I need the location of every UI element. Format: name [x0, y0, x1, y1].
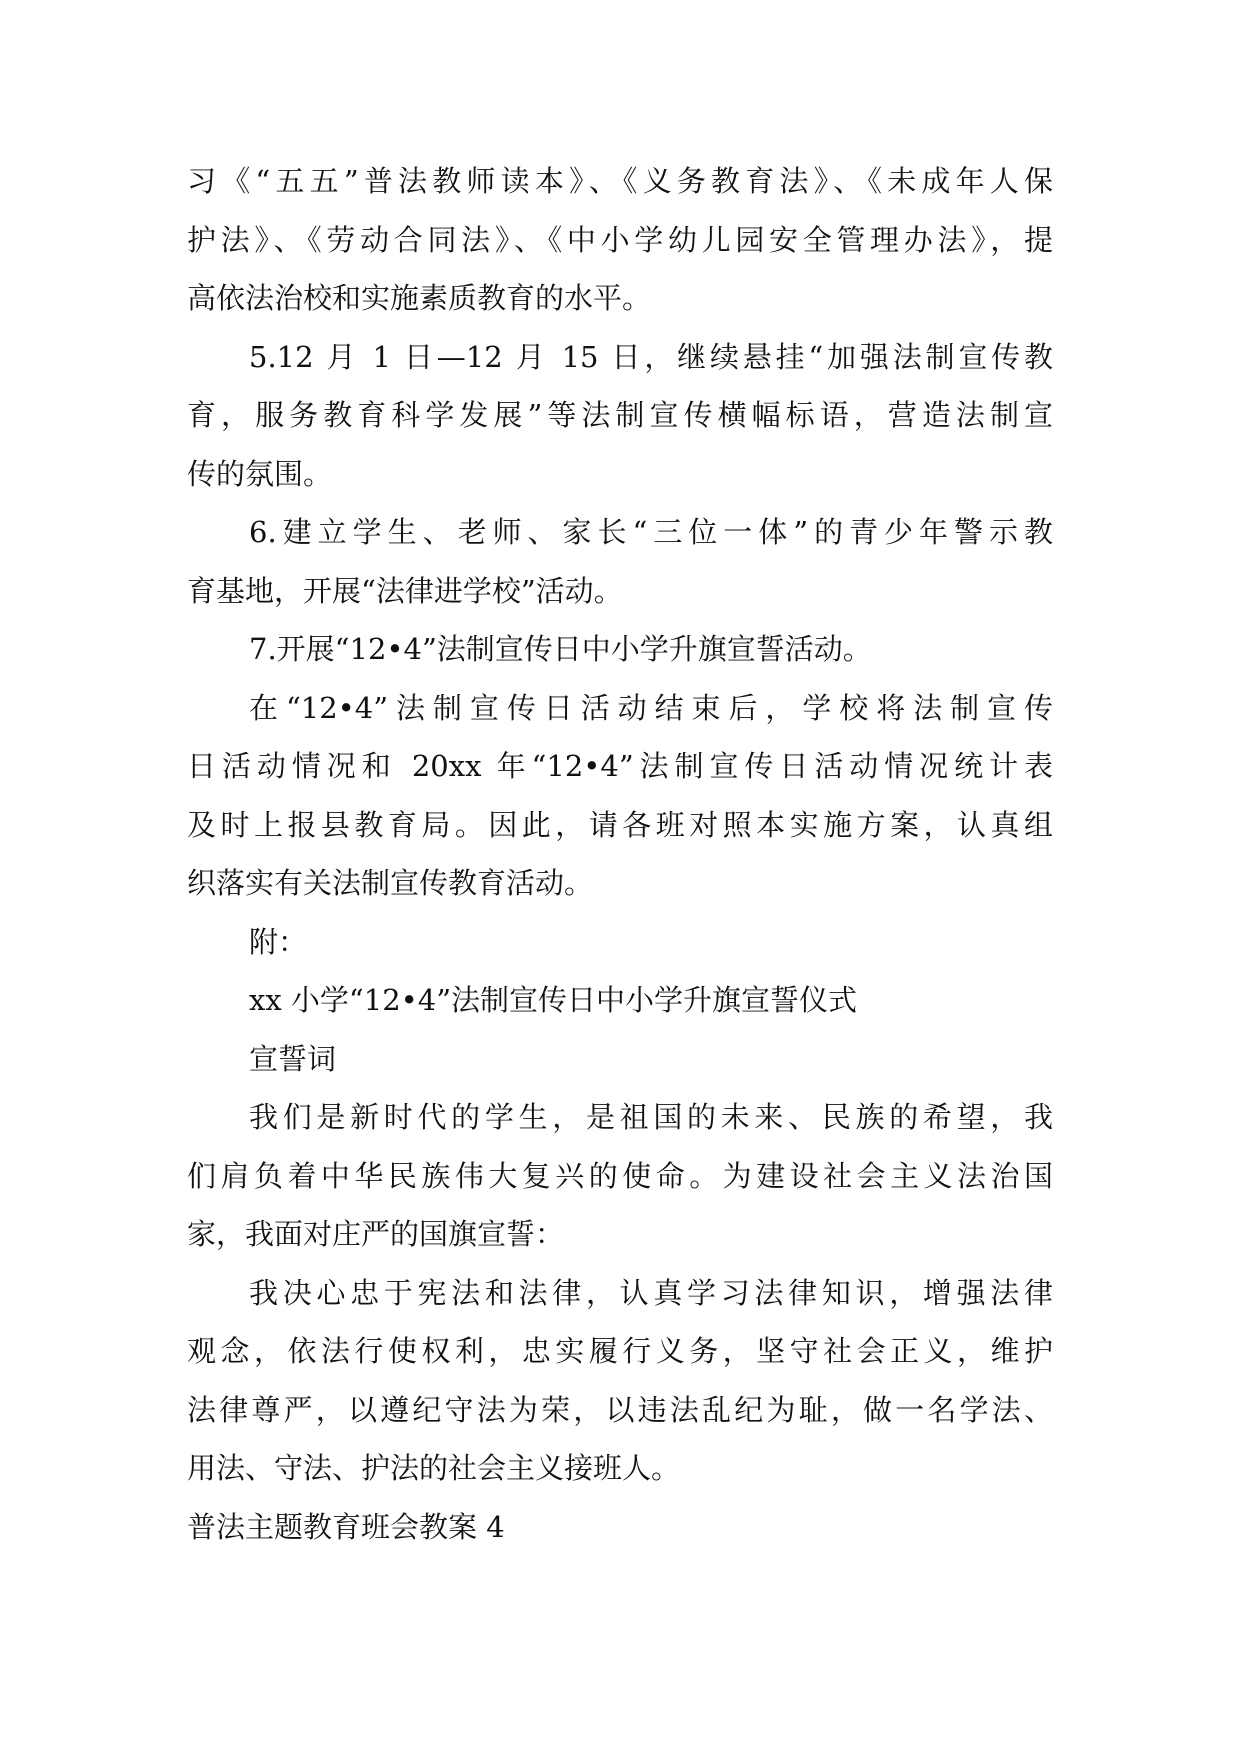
paragraph [187, 328, 1053, 504]
paragraph [187, 679, 1053, 913]
text-line: 习《“五五”普法教师读本》、《义务教育法》、《未成年人保 [187, 164, 1053, 198]
text-line: 育，服务教育科学发展”等法制宣传横幅标语，营造法制宣 [187, 398, 1053, 432]
text-line: 观念，依法行使权利，忠实履行义务，坚守社会正义，维护 [187, 1334, 1053, 1368]
paragraph [187, 503, 1053, 620]
text-line: 宣誓词 [249, 1041, 337, 1076]
text-line: 我决心忠于宪法和法律，认真学习法律知识，增强法律 [249, 1275, 1053, 1310]
paragraph [187, 913, 1053, 972]
text-line: 育基地，开展“法律进学校”活动。 [187, 573, 623, 608]
paragraph [187, 1088, 1053, 1264]
text-line: 6.建立学生、老师、家长“三位一体”的青少年警示教 [249, 515, 1053, 549]
paragraph [187, 620, 1053, 679]
paragraph [187, 971, 1053, 1030]
text-line: 日活动情况和 20xx 年“12•4”法制宣传日活动情况统计表 [187, 749, 1053, 783]
text-line: 5.12 月 1 日—12 月 15 日，继续悬挂“加强法制宣传教 [249, 339, 1053, 374]
text-line: 我们是新时代的学生，是祖国的未来、民族的希望，我 [249, 1100, 1053, 1134]
text-line: 高依法治校和实施素质教育的水平。 [187, 281, 652, 315]
paragraph [187, 1030, 1053, 1089]
text-line: 法律尊严，以遵纪守法为荣，以违法乱纪为耻，做一名学法、 [187, 1392, 1053, 1427]
text-line: 家，我面对庄严的国旗宣誓： [187, 1217, 565, 1251]
text-line: 护法》、《劳动合同法》、《中小学幼儿园安全管理办法》，提 [187, 222, 1053, 257]
text-line: xx 小学“12•4”法制宣传日中小学升旗宣誓仪式 [249, 983, 858, 1017]
text-line: 7.开展“12•4”法制宣传日中小学升旗宣誓活动。 [249, 632, 872, 666]
text-line: 在“12•4”法制宣传日活动结束后，学校将法制宣传 [249, 690, 1053, 725]
text-line: 们肩负着中华民族伟大复兴的使命。为建设社会主义法治国 [187, 1158, 1053, 1193]
text-line: 织落实有关法制宣传教育活动。 [187, 866, 594, 900]
text-line: 附： [249, 924, 308, 959]
text-line: 及时上报县教育局。因此，请各班对照本实施方案，认真组 [187, 807, 1053, 842]
document-page [187, 152, 1053, 1556]
text-line: 用法、守法、护法的社会主义接班人。 [187, 1451, 681, 1485]
paragraph [187, 1264, 1053, 1498]
section-heading: 普法主题教育班会教案 4 [187, 1509, 505, 1544]
text-line: 传的氛围。 [187, 456, 333, 491]
paragraph [187, 152, 1053, 328]
